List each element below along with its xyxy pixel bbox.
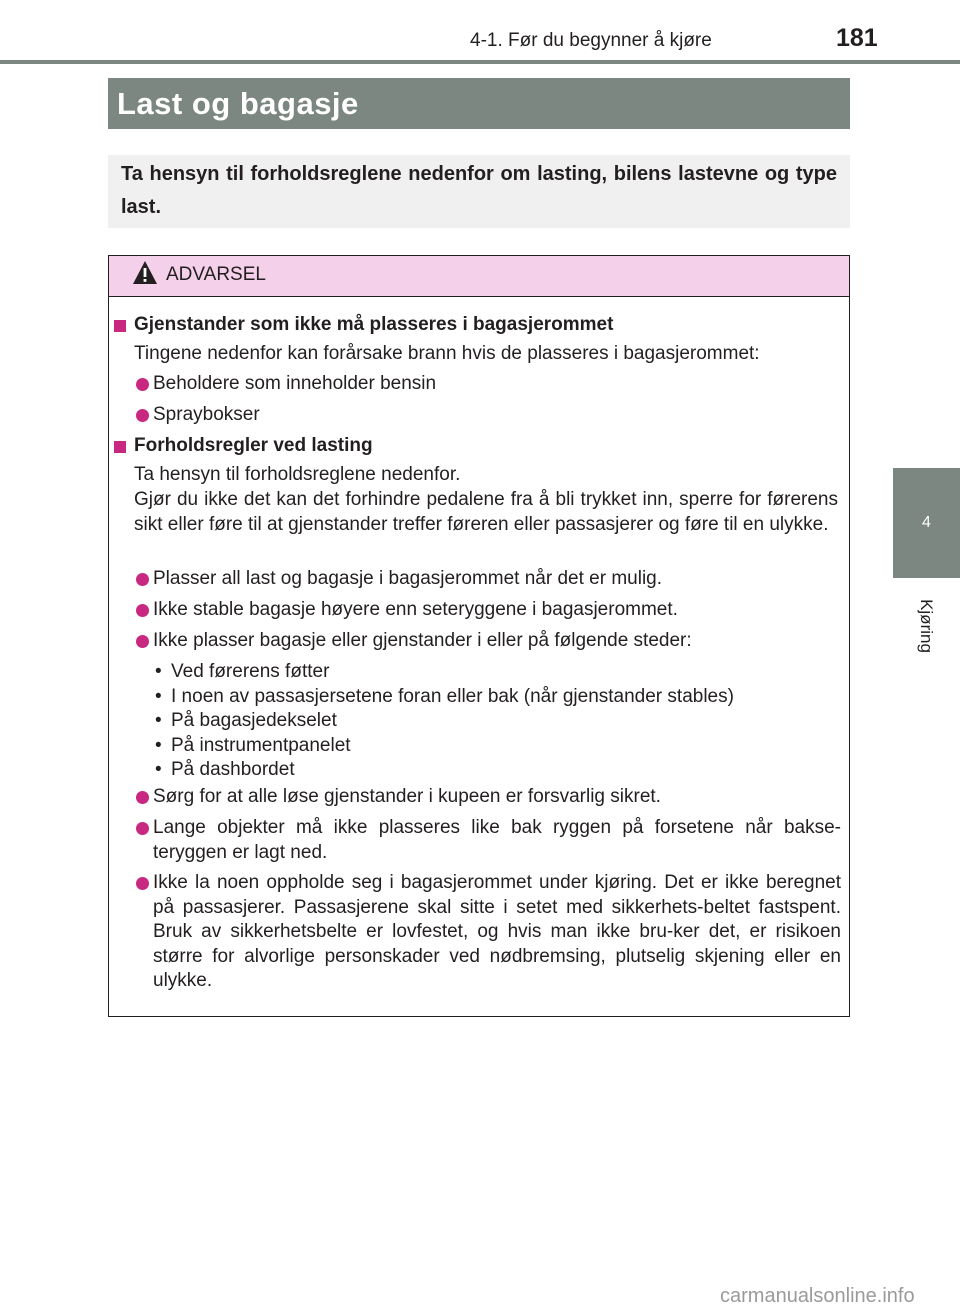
running-header-section: 4-1. Før du begynner å kjøre	[470, 30, 712, 51]
list-item: Ikke plasser bagasje eller gjenstander i eller på følgende steder:	[153, 630, 692, 651]
bullet-dot	[136, 877, 149, 890]
sub-item: På dashbordet	[171, 759, 295, 780]
list-item: Spraybokser	[153, 404, 260, 425]
section-text: Gjør du ikke det kan det forhindre pedalene fra å bli trykket inn, sperre for førerens sikt eller føre til at gjenstander treffer føreren eller passasjerer og føre til en ulykke.	[134, 489, 838, 535]
sub-item-bullet: •	[155, 759, 162, 780]
bullet-dot	[136, 635, 149, 648]
bullet-dot	[136, 409, 149, 422]
warning-label: ADVARSEL	[166, 264, 266, 285]
list-item: Ikke la noen oppholde seg i bagasjerommet under kjøring. Det er ikke beregnet på passasjerer. Passasjerene skal sitte i setet med sikkerhets-beltet fastspent. Bruk av sikkerhetsbelte er lovfestet, og hvis man ikke bru-ker det, er risikoen større for alvorlige personskader ved nødbremsing, plutselig skjening eller en ulykke.	[153, 872, 841, 991]
sub-item-bullet: •	[155, 710, 162, 731]
sub-item: På instrumentpanelet	[171, 735, 351, 756]
bullet-dot	[136, 822, 149, 835]
watermark: carmanualsonline.info	[720, 1285, 915, 1307]
list-item: Lange objekter må ikke plasseres like bak ryggen på forsetene når bakse-teryggen er lagt ned.	[153, 817, 841, 863]
sub-item-bullet: •	[155, 686, 162, 707]
list-item: Sørg for at alle løse gjenstander i kupeen er forsvarlig sikret.	[153, 786, 661, 807]
header-rule	[0, 60, 960, 64]
section-heading: Gjenstander som ikke må plasseres i bagasjerommet	[134, 314, 614, 335]
section-marker	[114, 441, 126, 453]
chapter-number: 4	[922, 514, 931, 531]
sub-item-bullet: •	[155, 735, 162, 756]
bullet-dot	[136, 791, 149, 804]
section-heading: Forholdsregler ved lasting	[134, 435, 373, 456]
sub-item: Ved førerens føtter	[171, 661, 330, 682]
chapter-label-text: Kjøring	[916, 599, 936, 653]
warning-triangle-icon	[132, 260, 158, 286]
page-title: Last og bagasje	[117, 86, 359, 121]
section-text: Ta hensyn til forholdsreglene nedenfor.	[134, 464, 461, 485]
sub-item: På bagasjedekselet	[171, 710, 337, 731]
bullet-dot	[136, 573, 149, 586]
chapter-label	[892, 593, 960, 659]
bullet-dot	[136, 378, 149, 391]
sub-item-bullet: •	[155, 661, 162, 682]
list-item: Beholdere som inneholder bensin	[153, 373, 437, 394]
section-text: Tingene nedenfor kan forårsake brann hvis de plasseres i bagasjerommet:	[134, 343, 760, 364]
page-number: 181	[836, 24, 878, 52]
intro-text: Ta hensyn til forholdsreglene nedenfor om lasting, bilens lastevne og type last.	[121, 163, 837, 218]
sub-item: I noen av passasjersetene foran eller bak (når gjenstander stables)	[171, 686, 734, 707]
list-item: Plasser all last og bagasje i bagasjerommet når det er mulig.	[153, 568, 663, 589]
list-item: Ikke stable bagasje høyere enn seteryggene i bagasjerommet.	[153, 599, 678, 620]
bullet-dot	[136, 604, 149, 617]
section-marker	[114, 320, 126, 332]
